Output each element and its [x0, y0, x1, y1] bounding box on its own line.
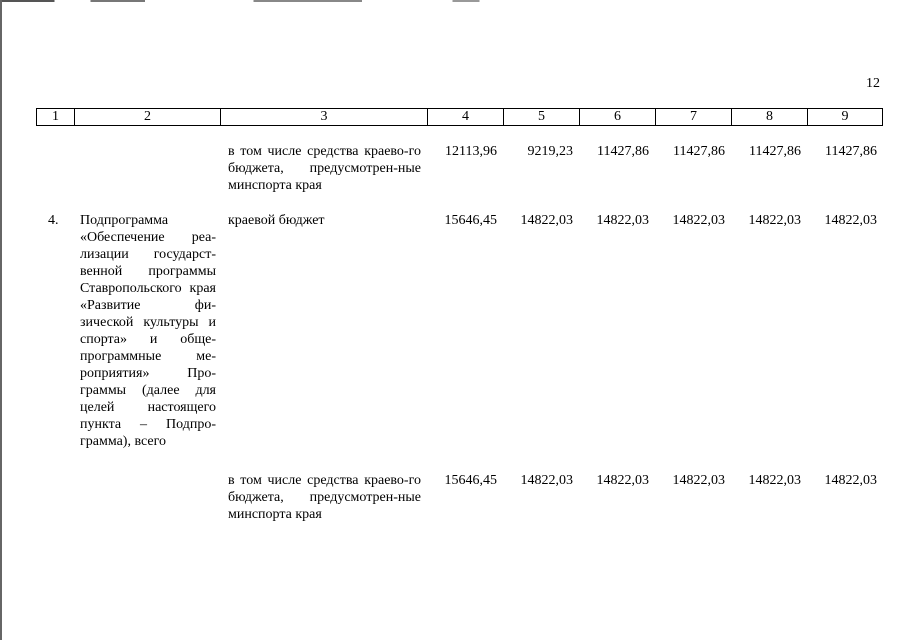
value-col-7: 14822,03 [672, 213, 725, 228]
header-col-9: 9 [808, 109, 883, 126]
value-col-8: 14822,03 [748, 213, 801, 228]
scan-left-edge [0, 0, 2, 640]
value-col-6: 14822,03 [596, 213, 649, 228]
value-col-8: 14822,03 [748, 473, 801, 488]
page-number: 12 [866, 76, 880, 91]
value-col-5: 9219,23 [527, 144, 573, 159]
header-col-3: 3 [221, 109, 428, 126]
header-col-5: 5 [504, 109, 580, 126]
funding-source: краевой бюджет [228, 213, 325, 228]
value-col-8: 11427,86 [749, 144, 801, 159]
funding-source: в том числе средства краево-го бюджета, предусмотрен-ные минспорта края [228, 473, 421, 522]
funding-source: в том числе средства краево-го бюджета, предусмотрен-ные минспорта края [228, 144, 421, 193]
column-number-header [36, 108, 883, 126]
value-col-5: 14822,03 [520, 473, 573, 488]
subprogram-name: Подпрограмма «Обеспечение реа-лизации государст-венной программы Ставропольского края «Развитие фи-зической культуры и спорта» и обще-программные ме-роприятия» Про-граммы (далее для целей настоящего пункта – Подпро-грамма), всего [80, 213, 216, 449]
header-col-7: 7 [656, 109, 732, 126]
header-col-6: 6 [580, 109, 656, 126]
header-col-1: 1 [37, 109, 75, 126]
value-col-5: 14822,03 [520, 213, 573, 228]
value-col-4: 15646,45 [444, 213, 497, 228]
value-col-9: 11427,86 [825, 144, 877, 159]
value-col-4: 12113,96 [445, 144, 497, 159]
value-col-9: 14822,03 [824, 473, 877, 488]
row-number: 4. [48, 213, 59, 228]
value-col-7: 14822,03 [672, 473, 725, 488]
header-row [37, 109, 883, 126]
header-col-2: 2 [75, 109, 221, 126]
header-col-8: 8 [732, 109, 808, 126]
value-col-9: 14822,03 [824, 213, 877, 228]
value-col-4: 15646,45 [444, 473, 497, 488]
value-col-6: 11427,86 [597, 144, 649, 159]
value-col-6: 14822,03 [596, 473, 649, 488]
scan-top-edge [0, 0, 905, 2]
value-col-7: 11427,86 [673, 144, 725, 159]
header-col-4: 4 [428, 109, 504, 126]
